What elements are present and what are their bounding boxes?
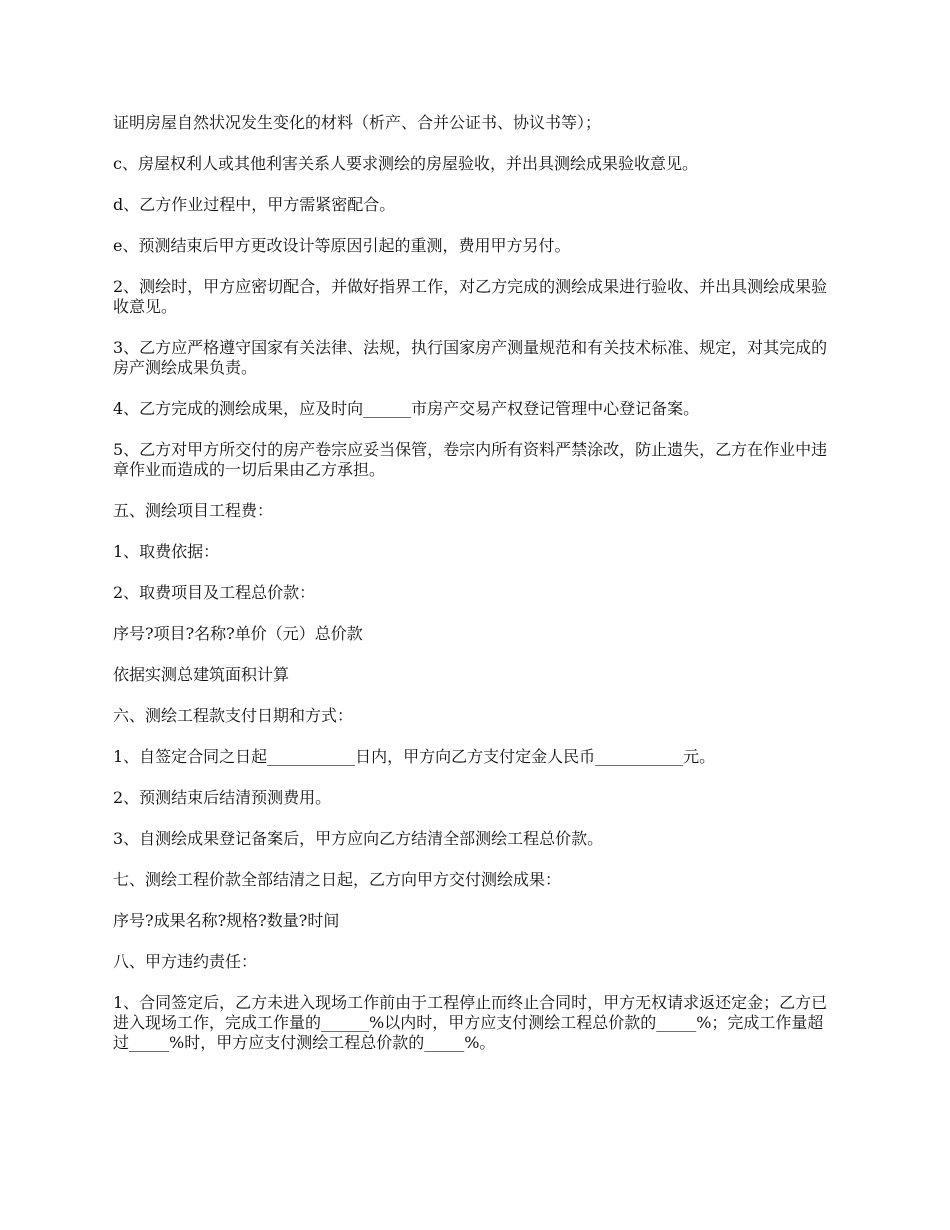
- paragraph-area-basis: 依据实测总建筑面积计算: [113, 665, 290, 684]
- paragraph-item-d: d、乙方作业过程中，甲方需紧密配合。: [113, 195, 396, 214]
- paragraph-payment-1: 1、自签定合同之日起___________日内，甲方向乙方支付定金人民币___________元。: [113, 747, 716, 766]
- paragraph-clause-4: 4、乙方完成的测绘成果，应及时向______市房产交易产权登记管理中心登记备案。: [113, 399, 700, 418]
- paragraph-materials: 证明房屋自然状况发生变化的材料（析产、合并公证书、协议书等）；: [113, 113, 602, 132]
- section-heading-5: 五、测绘项目工程费：: [113, 501, 274, 520]
- paragraph-clause-5: 5、乙方对甲方所交付的房产卷宗应妥当保管，卷宗内所有资料严禁涂改，防止遗失，乙方在作业中违章作业而造成的一切后果由乙方承担。: [113, 440, 828, 479]
- fee-table-header: 序号?项目?名称?单价（元）总价款: [113, 624, 363, 643]
- paragraph-payment-2: 2、预测结束后结清预测费用。: [113, 788, 332, 807]
- section-heading-8: 八、甲方违约责任：: [113, 952, 258, 971]
- section-heading-6: 六、测绘工程款支付日期和方式：: [113, 706, 354, 725]
- paragraph-payment-3: 3、自测绘成果登记备案后，甲方应向乙方结清全部测绘工程总价款。: [113, 829, 604, 848]
- deliverables-table-header: 序号?成果名称?规格?数量?时间: [113, 911, 340, 930]
- paragraph-clause-3: 3、乙方应严格遵守国家有关法律、法规，执行国家房产测量规范和有关技术标准、规定，对其完成的房产测绘成果负责。: [113, 338, 828, 377]
- paragraph-fee-items: 2、取费项目及工程总价款：: [113, 583, 316, 602]
- document-body: [113, 113, 838, 1074]
- paragraph-fee-basis: 1、取费依据：: [113, 542, 220, 561]
- paragraph-item-c: c、房屋权利人或其他利害关系人要求测绘的房屋验收，并出具测绘成果验收意见。: [113, 154, 698, 173]
- paragraph-clause-2: 2、测绘时，甲方应密切配合，并做好指界工作，对乙方完成的测绘成果进行验收、并出具测绘成果验收意见。: [113, 277, 828, 316]
- paragraph-breach-1: 1、合同签定后，乙方未进入现场工作前由于工程停止而终止合同时，甲方无权请求返还定金；乙方已进入现场工作，完成工作量的______%以内时，甲方应支付测绘工程总价款的_____%；完成工作量超过_____%时，甲方应支付测绘工程总价款的_____%。: [113, 993, 828, 1052]
- section-heading-7: 七、测绘工程价款全部结清之日起，乙方向甲方交付测绘成果：: [113, 870, 562, 889]
- paragraph-item-e: e、预测结束后甲方更改设计等原因引起的重测，费用甲方另付。: [113, 236, 571, 255]
